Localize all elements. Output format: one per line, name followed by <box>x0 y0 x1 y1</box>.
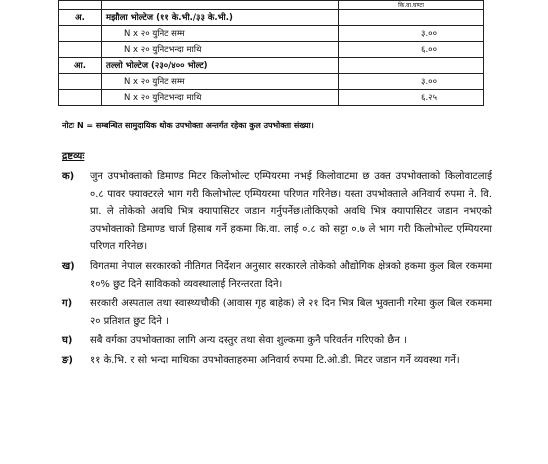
item-marker: ख) <box>62 260 75 272</box>
table-group-row <box>59 10 484 26</box>
table-cell-empty <box>339 58 484 74</box>
table-header-row <box>59 1 484 10</box>
group-mark: आ. <box>59 58 102 74</box>
item-text: सरकारी अस्पताल तथा स्वास्थ्यचौकी (आवास गृह बाहेक) ले २१ दिन भित्र बिल भुक्तानी गरेमा कुल बिल रकममा २० प्रतिशत छुट दिने । <box>90 298 492 327</box>
row-label: N x २० युनिट सम्म <box>102 74 339 90</box>
table-cell-empty <box>59 42 102 58</box>
item-marker: ङ) <box>62 354 73 366</box>
row-value: ६.०० <box>339 42 484 58</box>
item-marker: क) <box>62 171 75 182</box>
item-text: ११ के.भि. र सो भन्दा माथिका उपभोक्ताहरुमा अनिवार्य रुपमा टि.ओ.डी. मिटर जडान गर्ने व्यवस्था गर्ने। <box>90 354 460 366</box>
row-value: ३.०० <box>339 74 484 90</box>
list-item <box>62 332 492 350</box>
notes-list <box>62 168 492 372</box>
table-row <box>59 26 484 42</box>
group-title: तल्लो भोल्टेज (२३०/४०० भोल्ट) <box>102 58 339 74</box>
list-item <box>62 168 492 256</box>
item-marker: ग) <box>62 298 73 310</box>
table-row <box>59 90 484 106</box>
table-group-row <box>59 58 484 74</box>
item-text: सबै वर्गका उपभोक्ताका लागि अन्य दस्तुर तथा सेवा शुल्कमा कुनै परिवर्तन गरिएको छैन । <box>90 335 407 347</box>
tariff-table <box>58 0 484 106</box>
row-value: ६.२५ <box>339 90 484 106</box>
table-cell-empty <box>339 10 484 26</box>
list-item <box>62 258 492 293</box>
table-note: नोटः N = सम्बन्धित सामुदायिक थोक उपभोक्ता अन्तर्गत रहेका कुल उपभोक्ता संख्या। <box>62 121 314 130</box>
table-header-unit: कि.वा.घण्टा <box>339 1 484 10</box>
item-text: जुन उपभोक्ताको डिमाण्ड मिटर किलोभोल्ट एम्पियरमा नभई किलोवाटमा छ उक्त उपभोक्ताको किलोवाटलाई ०.८ पावर फ्याक्टरले भाग गरी किलोभोल्ट एम्पियरमा परिणत गरिनेछ। यस्ता उपभोक्ताले अनिवार्य रुपमा ने. वि. प्रा. ले तोकेको अवधि भित्र क्यापासिटर जडान गर्नुपर्नेछ।तोकिएको अवधि भित्र क्यापासिटर जडान नभएको उपभोक्ताको डिमाण्ड चार्ज हिसाब गर्ने हकमा कि.वा. लाई ०.८ को सट्टा ०.७ ले भाग गरी किलोभोल्ट एम्पियरमा परिणत गरिनेछ। <box>90 171 492 253</box>
group-mark: अ. <box>59 10 102 26</box>
table-row <box>59 42 484 58</box>
row-label: N x २० युनिटभन्दा माथि <box>102 42 339 58</box>
table-cell-empty <box>59 90 102 106</box>
group-title: मझौला भोल्टेज (११ के.भी./३३ के.भी.) <box>102 10 339 26</box>
list-item <box>62 295 492 330</box>
item-marker: घ) <box>62 335 73 347</box>
table-row <box>59 74 484 90</box>
notes-heading: द्रष्टव्यः <box>62 151 85 162</box>
table-cell-empty <box>102 1 339 10</box>
row-value: ३.०० <box>339 26 484 42</box>
table-cell-empty <box>59 74 102 90</box>
table-cell-empty <box>59 1 102 10</box>
row-label: N x २० युनिट सम्म <box>102 26 339 42</box>
row-label: N x २० युनिटभन्दा माथि <box>102 90 339 106</box>
list-item <box>62 352 492 370</box>
item-text: विगतमा नेपाल सरकारको नीतिगत निर्देशन अनुसार सरकारले तोकेको औद्योगिक क्षेत्रको हकमा कुल बिल रकममा १०% छुट दिने साविकको व्यवस्थालाई निरन्तरता दिने। <box>90 260 492 290</box>
table-cell-empty <box>59 26 102 42</box>
